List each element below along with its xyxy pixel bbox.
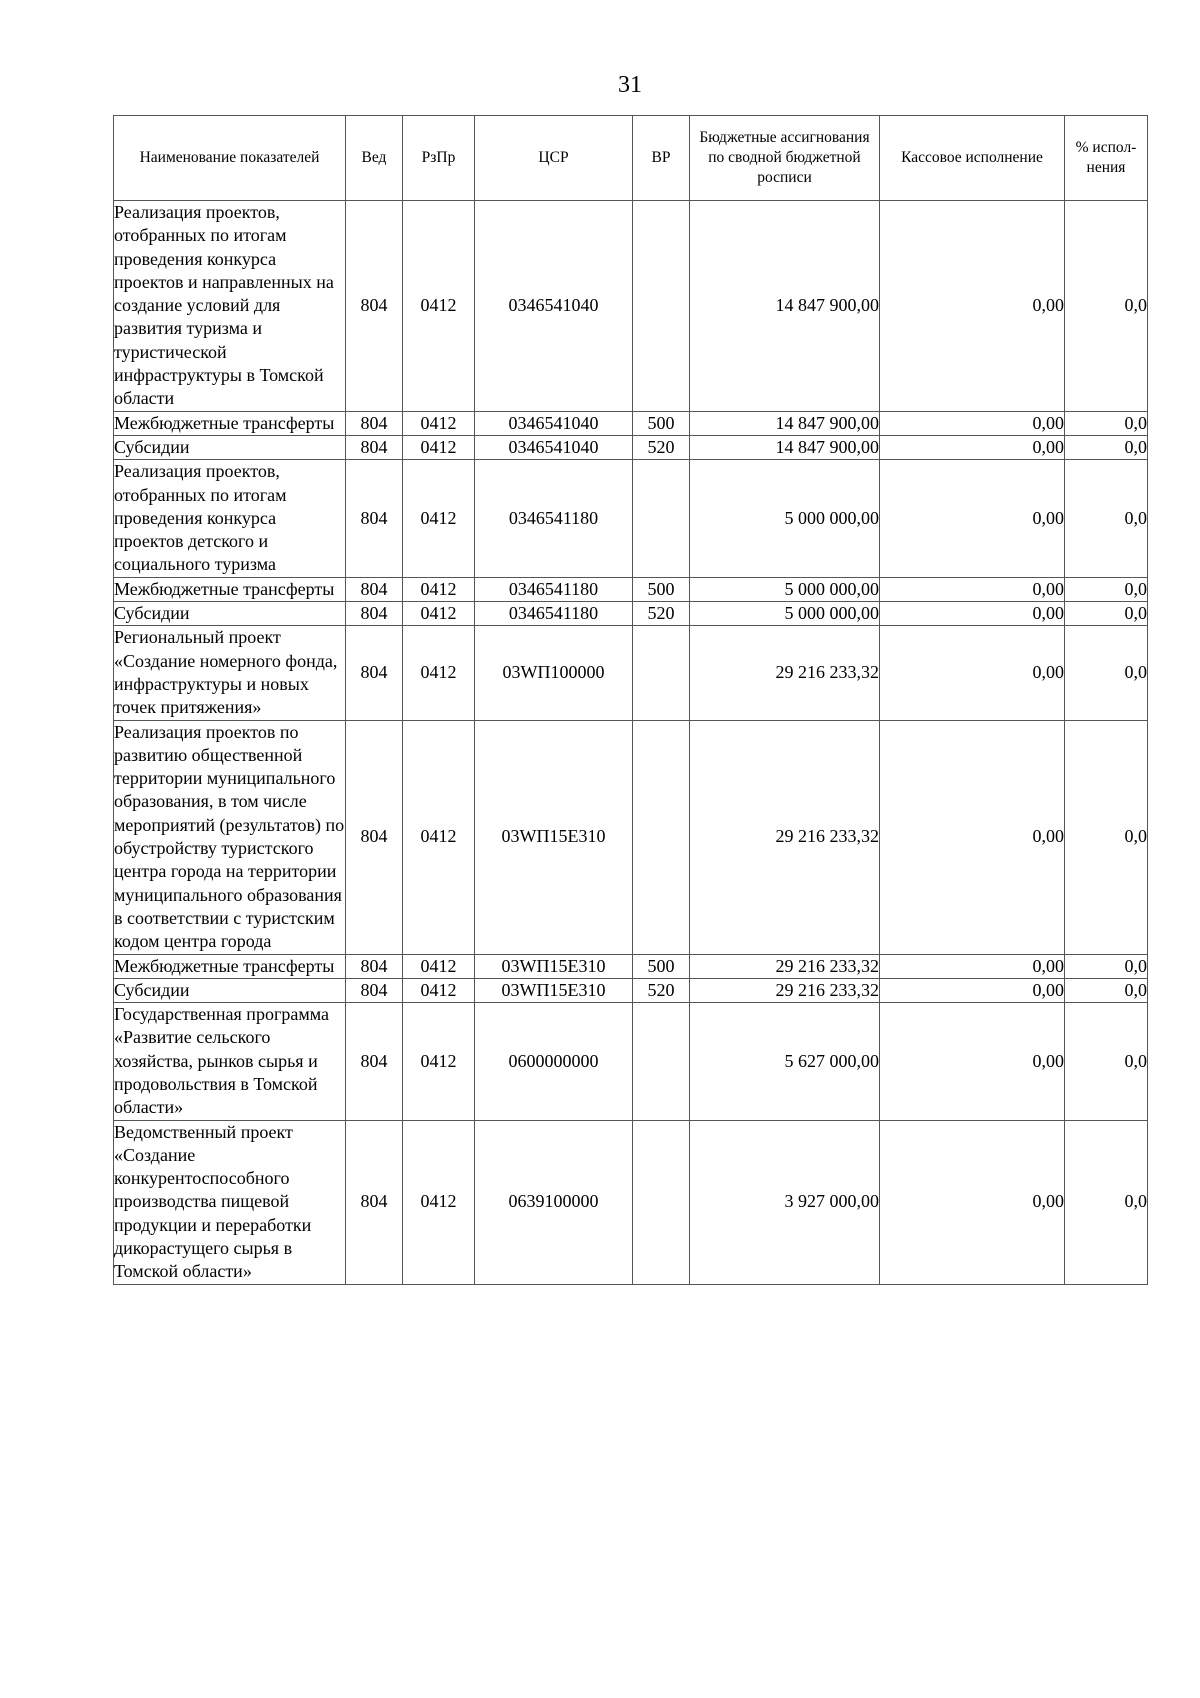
row-csr: 03WП15E310 — [475, 720, 633, 954]
row-cash: 0,00 — [880, 435, 1065, 459]
row-cash: 0,00 — [880, 626, 1065, 720]
row-name: Реализация проектов, отобранных по итогам проведения конкурса проектов и направленных на создание условий для развития туризма и туристической инфраструктуры в Томской области — [114, 201, 346, 412]
row-vr: 520 — [633, 602, 690, 626]
row-vr — [633, 1003, 690, 1120]
row-rzpr: 0412 — [403, 201, 475, 412]
row-budget: 3 927 000,00 — [690, 1120, 880, 1284]
header-rzpr: РзПр — [403, 116, 475, 201]
row-vr — [633, 720, 690, 954]
row-csr: 03WП15E310 — [475, 978, 633, 1002]
row-rzpr: 0412 — [403, 435, 475, 459]
row-vr: 500 — [633, 577, 690, 601]
header-budget: Бюджетные ассигнования по сводной бюджетной росписи — [690, 116, 880, 201]
row-percent: 0,0 — [1065, 411, 1148, 435]
row-cash: 0,00 — [880, 411, 1065, 435]
row-budget: 5 627 000,00 — [690, 1003, 880, 1120]
row-csr: 0346541040 — [475, 411, 633, 435]
table-row — [114, 435, 1148, 459]
row-name: Реализация проектов по развитию общественной территории муниципального образования, в том числе мероприятий (результатов) по обустройству туристского центра города на территории муниципального образования в соответствии с туристским кодом центра города — [114, 720, 346, 954]
row-percent: 0,0 — [1065, 954, 1148, 978]
row-vr: 520 — [633, 435, 690, 459]
row-budget: 14 847 900,00 — [690, 411, 880, 435]
row-name: Межбюджетные трансферты — [114, 411, 346, 435]
row-vr: 500 — [633, 954, 690, 978]
row-name: Субсидии — [114, 602, 346, 626]
row-csr: 03WП15E310 — [475, 954, 633, 978]
row-csr: 0639100000 — [475, 1120, 633, 1284]
row-budget: 29 216 233,32 — [690, 954, 880, 978]
row-vr — [633, 201, 690, 412]
header-ved: Вед — [346, 116, 403, 201]
row-name: Государственная программа «Развитие сельского хозяйства, рынков сырья и продовольствия в Томской области» — [114, 1003, 346, 1120]
table-row — [114, 954, 1148, 978]
row-budget: 29 216 233,32 — [690, 626, 880, 720]
row-rzpr: 0412 — [403, 577, 475, 601]
row-ved: 804 — [346, 720, 403, 954]
row-percent: 0,0 — [1065, 1003, 1148, 1120]
budget-execution-table — [113, 115, 1148, 1285]
row-budget: 5 000 000,00 — [690, 460, 880, 577]
table-row — [114, 411, 1148, 435]
header-name: Наименование показателей — [114, 116, 346, 201]
row-cash: 0,00 — [880, 954, 1065, 978]
table-row — [114, 978, 1148, 1002]
row-percent: 0,0 — [1065, 201, 1148, 412]
table-row — [114, 626, 1148, 720]
row-rzpr: 0412 — [403, 626, 475, 720]
row-ved: 804 — [346, 577, 403, 601]
row-cash: 0,00 — [880, 201, 1065, 412]
row-budget: 5 000 000,00 — [690, 602, 880, 626]
table-row — [114, 460, 1148, 577]
row-rzpr: 0412 — [403, 1003, 475, 1120]
row-ved: 804 — [346, 1003, 403, 1120]
header-percent: % испол-нения — [1065, 116, 1148, 201]
row-ved: 804 — [346, 411, 403, 435]
row-budget: 14 847 900,00 — [690, 435, 880, 459]
table-row — [114, 720, 1148, 954]
row-rzpr: 0412 — [403, 602, 475, 626]
header-vr: ВР — [633, 116, 690, 201]
row-ved: 804 — [346, 602, 403, 626]
row-percent: 0,0 — [1065, 435, 1148, 459]
row-csr: 0346541180 — [475, 577, 633, 601]
row-budget: 14 847 900,00 — [690, 201, 880, 412]
row-name: Межбюджетные трансферты — [114, 954, 346, 978]
row-ved: 804 — [346, 435, 403, 459]
row-rzpr: 0412 — [403, 1120, 475, 1284]
table-row — [114, 1120, 1148, 1284]
row-csr: 0346541040 — [475, 201, 633, 412]
row-vr: 500 — [633, 411, 690, 435]
row-percent: 0,0 — [1065, 1120, 1148, 1284]
table-header-row — [114, 116, 1148, 201]
page-number: 31 — [618, 72, 642, 98]
row-vr — [633, 1120, 690, 1284]
row-percent: 0,0 — [1065, 626, 1148, 720]
row-percent: 0,0 — [1065, 460, 1148, 577]
row-cash: 0,00 — [880, 978, 1065, 1002]
table-row — [114, 602, 1148, 626]
row-percent: 0,0 — [1065, 978, 1148, 1002]
row-cash: 0,00 — [880, 720, 1065, 954]
row-csr: 0346541180 — [475, 460, 633, 577]
row-cash: 0,00 — [880, 602, 1065, 626]
row-budget: 29 216 233,32 — [690, 978, 880, 1002]
row-name: Субсидии — [114, 435, 346, 459]
row-vr — [633, 460, 690, 577]
row-ved: 804 — [346, 626, 403, 720]
row-ved: 804 — [346, 460, 403, 577]
row-cash: 0,00 — [880, 1003, 1065, 1120]
row-csr: 0346541180 — [475, 602, 633, 626]
header-csr: ЦСР — [475, 116, 633, 201]
row-name: Региональный проект «Создание номерного фонда, инфраструктуры и новых точек притяжения» — [114, 626, 346, 720]
row-rzpr: 0412 — [403, 720, 475, 954]
row-csr: 0346541040 — [475, 435, 633, 459]
row-vr: 520 — [633, 978, 690, 1002]
row-budget: 29 216 233,32 — [690, 720, 880, 954]
row-cash: 0,00 — [880, 1120, 1065, 1284]
row-rzpr: 0412 — [403, 460, 475, 577]
row-ved: 804 — [346, 1120, 403, 1284]
row-vr — [633, 626, 690, 720]
table-row — [114, 201, 1148, 412]
row-rzpr: 0412 — [403, 978, 475, 1002]
row-cash: 0,00 — [880, 577, 1065, 601]
row-ved: 804 — [346, 201, 403, 412]
row-rzpr: 0412 — [403, 411, 475, 435]
header-cash: Кассовое исполнение — [880, 116, 1065, 201]
row-budget: 5 000 000,00 — [690, 577, 880, 601]
row-ved: 804 — [346, 954, 403, 978]
row-name: Межбюджетные трансферты — [114, 577, 346, 601]
row-csr: 03WП100000 — [475, 626, 633, 720]
row-rzpr: 0412 — [403, 954, 475, 978]
row-percent: 0,0 — [1065, 720, 1148, 954]
row-cash: 0,00 — [880, 460, 1065, 577]
table-row — [114, 577, 1148, 601]
row-percent: 0,0 — [1065, 602, 1148, 626]
row-name: Реализация проектов, отобранных по итогам проведения конкурса проектов детского и социального туризма — [114, 460, 346, 577]
row-percent: 0,0 — [1065, 577, 1148, 601]
row-name: Ведомственный проект «Создание конкурентоспособного производства пищевой продукции и переработки дикорастущего сырья в Томской области» — [114, 1120, 346, 1284]
row-name: Субсидии — [114, 978, 346, 1002]
row-csr: 0600000000 — [475, 1003, 633, 1120]
table-row — [114, 1003, 1148, 1120]
row-ved: 804 — [346, 978, 403, 1002]
